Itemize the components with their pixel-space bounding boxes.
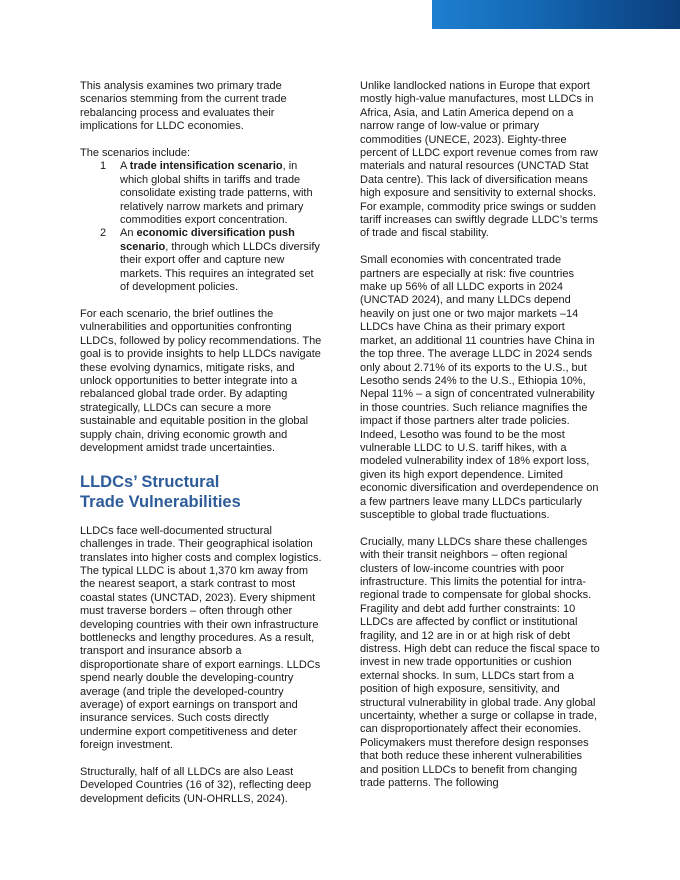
scenario-title: economic diversification push scenario	[120, 227, 295, 253]
header-banner	[432, 0, 680, 29]
scenario-list	[80, 160, 322, 294]
scenario-overview-paragraph: For each scenario, the brief outlines the vulnerabilities and opportunities confronting LLDCs, followed by policy recommendations. The goal is to provide insights to help LLDCs navigate these evolving dynamics, mitigate risks, and unlock opportunities to better integrate into a rebalanced global trade order. By adapting strategically, LLDCs can secure a more sustainable and equitable position in the global supply chain, driving economic growth and development amidst trade uncertainties.	[80, 307, 322, 454]
section-heading	[80, 469, 322, 512]
commodity-dependence-paragraph: Unlike landlocked nations in Europe that export mostly high-value manufactures, most LLDCs in Africa, Asia, and Latin America depend on a narrow range of low-value or primary commodities (UNECE, 2023). Eighty-three percent of LLDC export revenue comes from raw materials and natural resources (UNCTAD Stat Data centre). This lack of diversification means high exposure and sensitivity to external shocks. For example, commodity price swings or sudden tariff increases can swiftly degrade LLDC’s terms of trade and fiscal stability.	[360, 80, 599, 240]
scenario-pre: An	[120, 227, 137, 240]
list-item	[80, 160, 322, 227]
list-item	[80, 227, 322, 294]
scenario-text: , through which LLDCs diversify their export offer and capture new markets. This requires an integrated set of development policies.	[120, 240, 320, 294]
scenario-title: trade intensification scenario	[129, 160, 283, 173]
transit-neighbors-paragraph: Crucially, many LLDCs share these challenges with their transit neighbors – often regional clusters of low-income countries with poor infrastructure. This limits the potential for intra-regional trade to compensate for global shocks. Fragility and debt add further constraints: 10 LLDCs are affected by conflict or institutional fragility, and 12 are in or at high risk of debt distress. High debt can reduce the fiscal space to invest in new trade opportunities or cushion external shocks. In sum, LLDCs start from a position of high exposure, sensitivity, and structural vulnerability in global trade. Any global uncertainty, whether a surge or collapse in trade, can disproportionately affect their economies. Policymakers must therefore design responses that both reduce these inherent vulnerabilities and position LLDCs to benefit from changing trade patterns. The following	[360, 535, 600, 790]
structural-challenges-paragraph: LLDCs face well-documented structural challenges in trade. Their geographical isolation translates into higher costs and complex logistics. The typical LLDC is about 1,370 km away from the nearest seaport, a stark contrast to most coastal states (UNCTAD, 2023). Every shipment must traverse borders – often through other developing countries with their own infrastructure bottlenecks and lengthy procedures. As a result, transport and insurance absorb a disproportionate share of export earnings. LLDCs spend nearly double the developing-country average (and triple the developed-country average) of export earnings on transport and insurance services. Such costs directly undermine export competitiveness and deter foreign investment.	[80, 524, 322, 752]
scenario-pre: A	[120, 160, 130, 173]
intro-paragraph: This analysis examines two primary trade scenarios stemming from the current trade rebalancing process and evaluates their implications for LLDC economies.	[80, 80, 287, 133]
trade-partners-paragraph: Small economies with concentrated trade partners are especially at risk: five countries make up 56% of all LLDC exports in 2024 (UNCTAD 2024), and many LLDCs depend heavily on just one or two major markets –14 LLDCs have China as their primary export market, an additional 11 countries have China in the top three. The average LLDC in 2024 sends only about 2.71% of its exports to the U.S., but Lesotho sends 24% to the U.S., Ethiopia 10%, Nepal 11% – a sign of concentrated vulnerability in those countries. Such reliance magnifies the impact if those partners alter trade policies. Indeed, Lesotho was found to be the most vulnerable LLDC to U.S. tariff hikes, with a modeled vulnerability index of 18% export loss, given its high export dependence. Limited economic diversification and overdependence on a few partners leave many LLDCs particularly susceptible to global trade fluctuations.	[360, 254, 599, 521]
scenario-text: , in which global shifts in tariffs and trade consolidate existing trade patterns, with relatively narrow markets and primary commodities export concentration.	[120, 160, 313, 227]
heading-line-1: LLDCs’ Structural	[80, 472, 220, 491]
scenarios-lead: The scenarios include:	[80, 147, 191, 160]
list-number: 2	[100, 227, 107, 240]
ldc-paragraph: Structurally, half of all LLDCs are also Least Developed Countries (16 of 32), reflecting deep development deficits (UN-OHRLLS, 2024).	[80, 766, 312, 805]
heading-line-2: Trade Vulnerabilities	[80, 492, 241, 511]
left-column	[80, 80, 322, 820]
right-column	[360, 80, 602, 804]
list-number: 1	[100, 160, 107, 173]
